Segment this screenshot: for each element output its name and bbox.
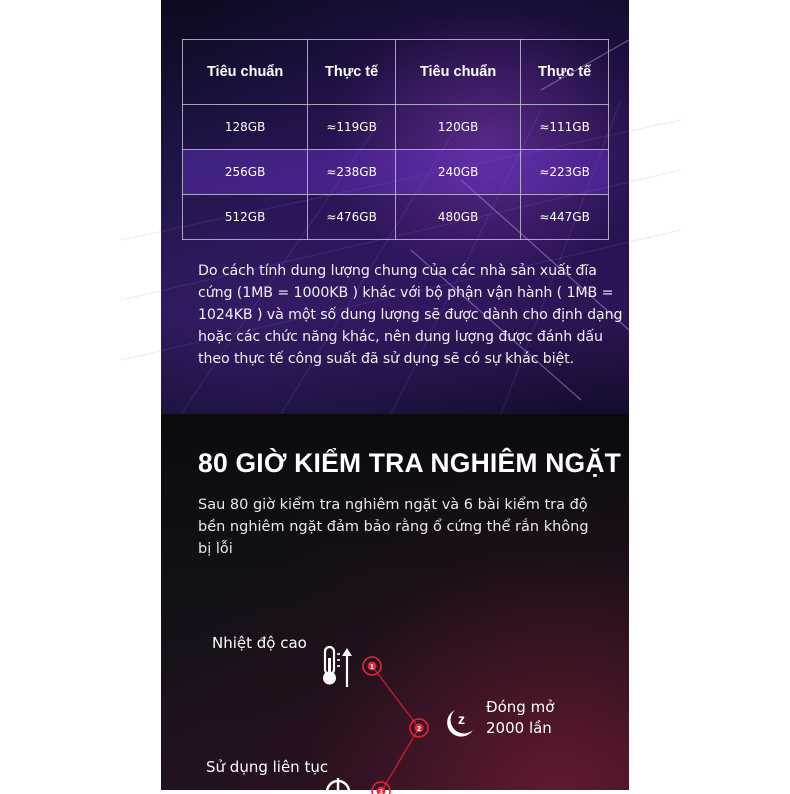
timeline-line — [372, 666, 419, 792]
table-row — [183, 105, 609, 150]
table-cell: 512GB — [183, 195, 308, 240]
power-cycle-label-line2: 2000 lần — [486, 718, 554, 739]
thermometer-icon — [320, 644, 356, 688]
high-temp-label: Nhiệt độ cao — [212, 633, 307, 654]
column-header: Tiêu chuẩn — [395, 40, 520, 105]
column-header: Tiêu chuẩn — [183, 40, 308, 105]
sleep-mode-icon — [441, 706, 477, 742]
continuous-use-label: Sử dụng liên tục — [206, 757, 328, 778]
capacity-table — [182, 39, 609, 240]
step-number-1: 1 — [370, 664, 374, 671]
section-title: 80 GIỜ KIỂM TRA NGHIÊM NGẶT — [198, 448, 621, 479]
power-cycle-label — [486, 697, 554, 739]
table-header-row — [183, 40, 609, 105]
step-number-3: 3 — [379, 789, 383, 794]
table-cell: ≈223GB — [521, 150, 609, 195]
table-cell: 120GB — [395, 105, 520, 150]
column-header: Thực tế — [308, 40, 396, 105]
table-cell: 256GB — [183, 150, 308, 195]
section-description: Sau 80 giờ kiểm tra nghiêm ngặt và 6 bài kiểm tra độ bền nghiêm ngặt đảm bảo rằng ổ cứng thể rắn không bị lỗi — [198, 494, 598, 560]
table-cell: ≈111GB — [521, 105, 609, 150]
svg-text:z: z — [458, 711, 465, 727]
table-row — [183, 195, 609, 240]
power-cycle-label-line1: Đóng mở — [486, 697, 554, 718]
table-cell: 128GB — [183, 105, 308, 150]
table-cell: ≈447GB — [521, 195, 609, 240]
table-cell: ≈476GB — [308, 195, 396, 240]
column-header: Thực tế — [521, 40, 609, 105]
table-cell: ≈238GB — [308, 150, 396, 195]
stress-test-section — [161, 414, 629, 790]
table-cell: ≈119GB — [308, 105, 396, 150]
table-cell: 240GB — [395, 150, 520, 195]
product-detail-panel — [161, 0, 629, 790]
table-cell: 480GB — [395, 195, 520, 240]
capacity-section — [161, 0, 629, 414]
table-row — [183, 150, 609, 195]
capacity-note: Do cách tính dung lượng chung của các nhà sản xuất đĩa cứng (1MB = 1000KB ) khác với bộ phận vận hành ( 1MB = 1024KB ) và một số dung lượng sẽ được dành cho định dạng hoặc các chức năng khác, nên dung lượng được đánh dấu theo thực tế công suất đã sử dụng sẽ có sự khác biệt. — [198, 260, 628, 370]
power-icon — [319, 774, 357, 794]
test-timeline — [161, 414, 629, 790]
step-number-2: 2 — [417, 726, 421, 733]
